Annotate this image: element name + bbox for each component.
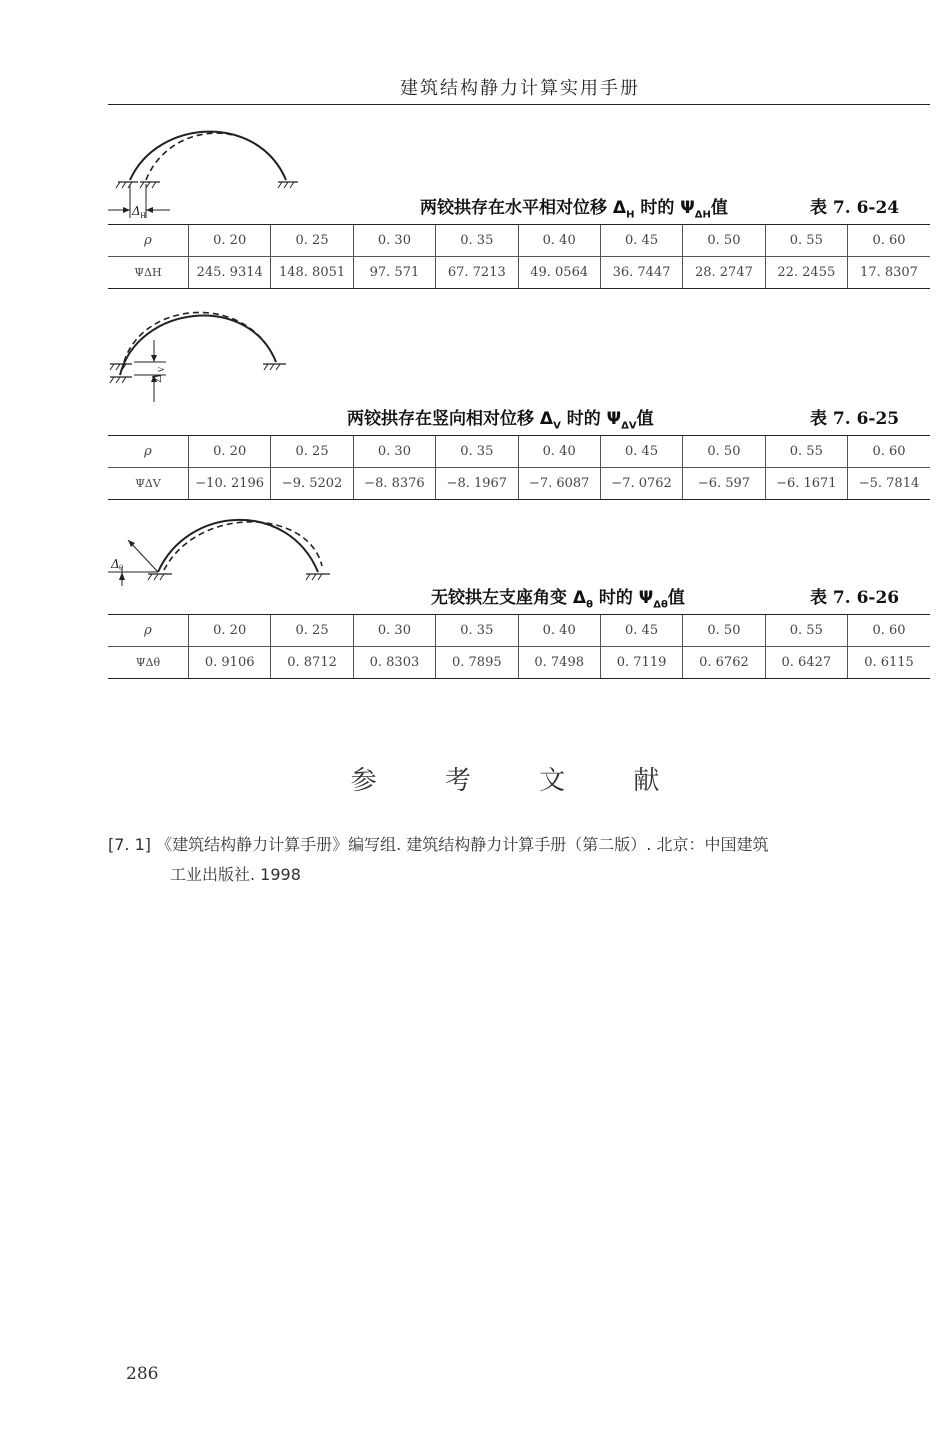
rho-cell: 0. 25	[271, 225, 353, 257]
table-caption	[420, 193, 728, 220]
header-rule	[108, 104, 930, 105]
caption-end: 值	[710, 198, 728, 218]
rho-cell: 0. 55	[765, 615, 847, 647]
psi-cell: 28. 2747	[683, 257, 765, 289]
psi-table-rotation	[108, 614, 930, 679]
psi-cell: 0. 9106	[189, 647, 271, 679]
table-caption	[431, 583, 685, 610]
rho-cell: 0. 55	[765, 225, 847, 257]
psi-table-horizontal	[108, 224, 930, 289]
psi-cell: 17. 8307	[848, 257, 931, 289]
psi-cell: 0. 7498	[518, 647, 600, 679]
row-label-rho: ρ	[108, 615, 189, 647]
references-title: 参 考 文 献	[350, 766, 690, 796]
rho-cell: 0. 30	[353, 436, 435, 468]
arch-diagram-rotation	[108, 510, 348, 590]
psi-cell: 49. 0564	[518, 257, 600, 289]
caption-sub: H	[626, 209, 635, 221]
psi-cell: −8. 8376	[353, 468, 435, 500]
rho-cell: 0. 20	[189, 615, 271, 647]
caption-sub: V	[553, 420, 561, 432]
psi-cell: −10. 2196	[189, 468, 271, 500]
caption-end: 值	[667, 588, 685, 608]
rho-cell: 0. 60	[848, 225, 931, 257]
psi-cell: 22. 2455	[765, 257, 847, 289]
psi-cell: −8. 1967	[436, 468, 518, 500]
rho-cell: 0. 50	[683, 615, 765, 647]
psi-cell: 0. 8712	[271, 647, 353, 679]
psi-cell: −6. 1671	[765, 468, 847, 500]
caption-mid: 时的 Ψ	[592, 588, 654, 608]
psi-cell: 0. 7119	[600, 647, 682, 679]
psi-cell: 0. 6427	[765, 647, 847, 679]
psi-cell: 67. 7213	[436, 257, 518, 289]
figure-label-sub: H	[140, 212, 147, 220]
table-number: 表 7. 6-24	[810, 198, 900, 218]
caption-sub2: Δθ	[653, 599, 668, 611]
psi-cell: 97. 571	[353, 257, 435, 289]
psi-cell: 0. 6115	[848, 647, 931, 679]
rho-cell: 0. 25	[271, 615, 353, 647]
psi-cell: 0. 6762	[683, 647, 765, 679]
running-header: 建筑结构静力计算实用手册	[400, 78, 640, 99]
rho-cell: 0. 20	[189, 225, 271, 257]
caption-text: 两铰拱存在竖向相对位移 Δ	[347, 409, 554, 429]
rho-cell: 0. 30	[353, 615, 435, 647]
psi-cell: −5. 7814	[848, 468, 931, 500]
rho-cell: 0. 45	[600, 225, 682, 257]
caption-sub2: ΔH	[694, 209, 711, 221]
table-number: 表 7. 6-26	[810, 588, 900, 608]
rho-cell: 0. 20	[189, 436, 271, 468]
row-label-rho: ρ	[108, 225, 189, 257]
table-caption	[347, 404, 654, 431]
rho-cell: 0. 30	[353, 225, 435, 257]
psi-cell: 245. 9314	[189, 257, 271, 289]
rho-cell: 0. 35	[436, 436, 518, 468]
rho-cell: 0. 45	[600, 436, 682, 468]
table-row	[108, 468, 930, 500]
psi-cell: −9. 5202	[271, 468, 353, 500]
rho-cell: 0. 60	[848, 615, 931, 647]
row-label-psi: ΨΔH	[108, 257, 189, 289]
caption-mid: 时的 Ψ	[634, 198, 695, 218]
rho-cell: 0. 25	[271, 436, 353, 468]
row-label-rho: ρ	[108, 436, 189, 468]
table-row	[108, 257, 930, 289]
caption-text: 无铰拱左支座角变 Δ	[431, 588, 587, 608]
psi-cell: 148. 8051	[271, 257, 353, 289]
rho-cell: 0. 40	[518, 225, 600, 257]
table-row	[108, 436, 930, 468]
figure-label: Δ	[132, 204, 141, 218]
table-number: 表 7. 6-25	[810, 409, 900, 429]
caption-mid: 时的 Ψ	[560, 409, 622, 429]
psi-cell: −6. 597	[683, 468, 765, 500]
rho-cell: 0. 35	[436, 225, 518, 257]
caption-sub2: ΔV	[621, 420, 637, 432]
reference-line-2: 工业出版社. 1998	[170, 865, 301, 884]
rho-cell: 0. 35	[436, 615, 518, 647]
rho-cell: 0. 60	[848, 436, 931, 468]
rho-cell: 0. 40	[518, 615, 600, 647]
table-row	[108, 647, 930, 679]
rho-cell: 0. 55	[765, 436, 847, 468]
caption-sub: θ	[586, 599, 593, 611]
psi-cell: 36. 7447	[600, 257, 682, 289]
row-label-psi: ΨΔV	[108, 468, 189, 500]
arch-diagram-horizontal	[108, 118, 308, 223]
caption-end: 值	[636, 409, 654, 429]
rho-cell: 0. 50	[683, 225, 765, 257]
figure-label-sub: θ	[119, 564, 124, 572]
psi-table-vertical	[108, 435, 930, 500]
page-number: 286	[126, 1364, 159, 1384]
reference-line-1: [7. 1] 《建筑结构静力计算手册》编写组. 建筑结构静力计算手册（第二版）. 北京：中国建筑	[108, 835, 769, 854]
figure-label-sub: V	[158, 366, 166, 372]
psi-cell: 0. 8303	[353, 647, 435, 679]
arch-diagram-vertical	[108, 300, 308, 410]
row-label-psi: ΨΔθ	[108, 647, 189, 679]
figure-label: Δ	[150, 373, 164, 382]
psi-cell: −7. 6087	[518, 468, 600, 500]
figure-label: Δ	[111, 557, 120, 571]
rho-cell: 0. 45	[600, 615, 682, 647]
table-row	[108, 225, 930, 257]
table-row	[108, 615, 930, 647]
psi-cell: 0. 7895	[436, 647, 518, 679]
rho-cell: 0. 50	[683, 436, 765, 468]
rho-cell: 0. 40	[518, 436, 600, 468]
caption-text: 两铰拱存在水平相对位移 Δ	[420, 198, 627, 218]
psi-cell: −7. 0762	[600, 468, 682, 500]
